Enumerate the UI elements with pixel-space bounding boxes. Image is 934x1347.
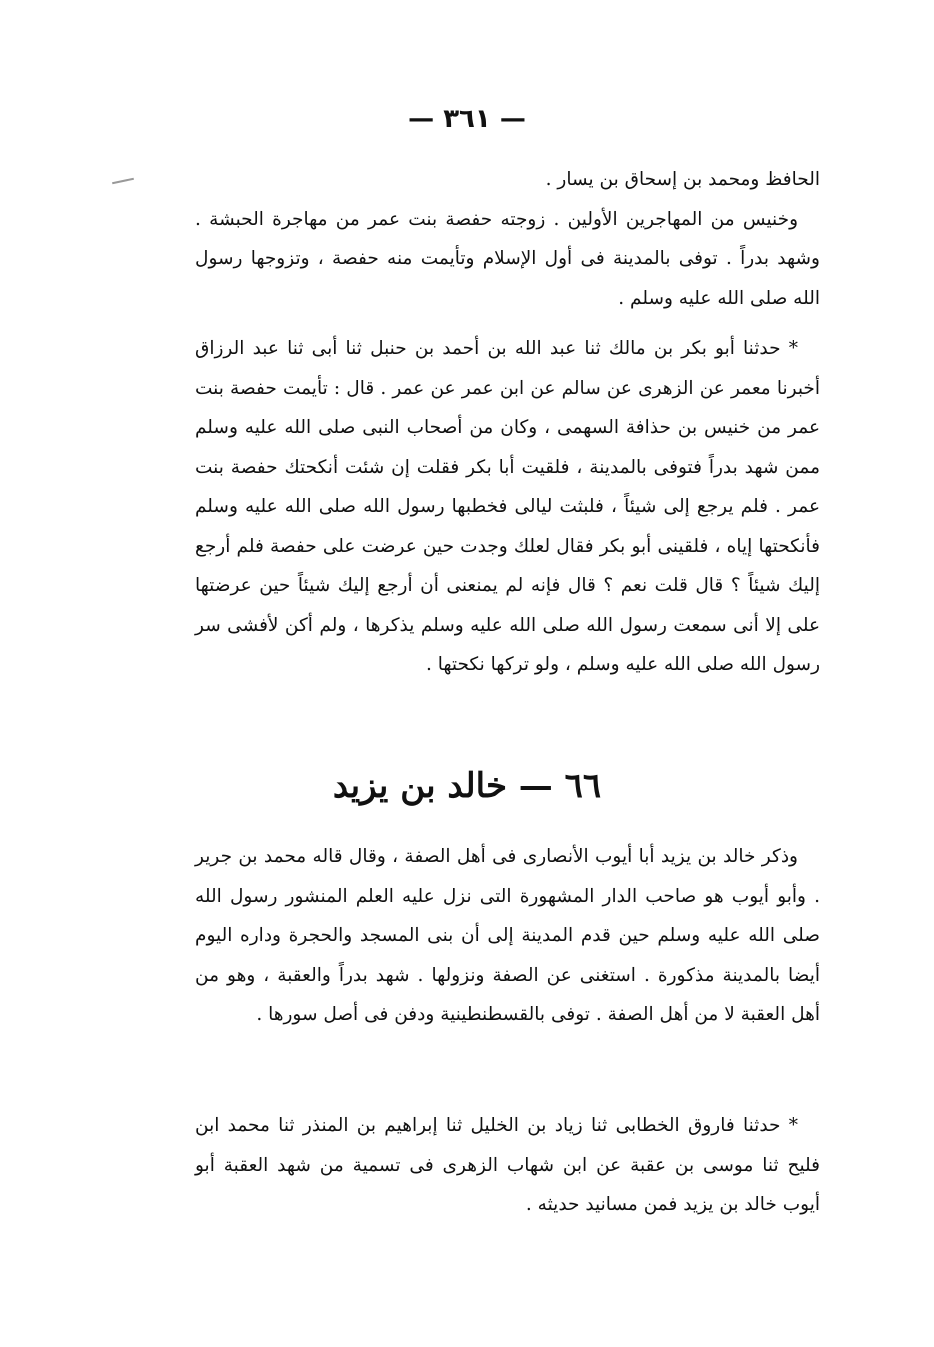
intro-paragraph [195,160,820,318]
biography-paragraph [195,837,820,1035]
intro-line-1: الحافظ ومحمد بن إسحاق بن يسار . [545,169,820,190]
section-heading: ٦٦ — خالد بن يزيد [332,766,602,806]
biography-text: وذكر خالد بن يزيد أبا أيوب الأنصارى فى أهل الصفة ، وقال قاله محمد بن جرير . وأبو أيوب هو صاحب الدار المشهورة التى نزل عليه العلم المنشور رسول الله صلى الله عليه وسلم حين قدم المدينة إلى أن بنى المسجد والحجرة وداره اليوم أيضا بالمدينة مذكورة . استغنى عن الصفة ونزولها . شهد بدراً والعقبة ، وهو من أهل العقبة لا من أهل الصفة . توفى بالقسطنطينية ودفن فى أصل سورها . [195,846,820,1025]
intro-line-2: وخنيس من المهاجرين الأولين . زوجته حفصة بنت عمر من مهاجرة الحبشة . وشهد بدراً . توفى بالمدينة فى أول الإسلام وتأيمت منه حفصة ، وتزوجها رسول الله صلى الله عليه وسلم . [195,208,820,309]
hadith-2-text: * حدثنا فاروق الخطابى ثنا زياد بن الخليل ثنا إبراهيم بن المنذر ثنا محمد ابن فليح ثنا موسى بن عقبة عن ابن شهاب الزهرى فى تسمية من شهد العقبة أبو أيوب خالد بن يزيد فمن مسانيد حديثه . [195,1115,820,1215]
hadith-paragraph-2 [195,1106,820,1225]
page-number: — ٣٦١ — [408,104,526,134]
margin-mark [112,178,134,185]
hadith-paragraph-1 [195,329,820,685]
hadith-1-text: * حدثنا أبو بكر بن مالك ثنا عبد الله بن أحمد بن حنبل ثنا أبى ثنا عبد الرزاق أخبرنا معمر عن الزهرى عن سالم عن ابن عمر عن عمر . قال : تأيمت حفصة بنت عمر من خنيس بن حذافة السهمى ، وكان من أصحاب النبى صلى الله عليه وسلم ممن شهد بدراً فتوفى بالمدينة ، فلقيت أبا بكر فقلت إن شئت أنكحتك حفصة بنت عمر . فلم يرجع إلى شيئاً ، فلبثت ليالى فخطبها رسول الله صلى الله عليه وسلم فأنكحتها إياه ، فلقينى أبو بكر فقال لعلك وجدت حين عرضت على حفصة فلم أرجع إليك شيئاً ؟ قال قلت نعم ؟ قال فإنه لم يمنعنى أن أرجع إليك شيئاً حين عرضتها على إلا أنى سمعت رسول الله صلى الله عليه وسلم يذكرها ، ولم أكن لأفشى سر رسول الله صلى الله عليه وسلم ، ولو تركها نكحتها . [195,338,820,675]
